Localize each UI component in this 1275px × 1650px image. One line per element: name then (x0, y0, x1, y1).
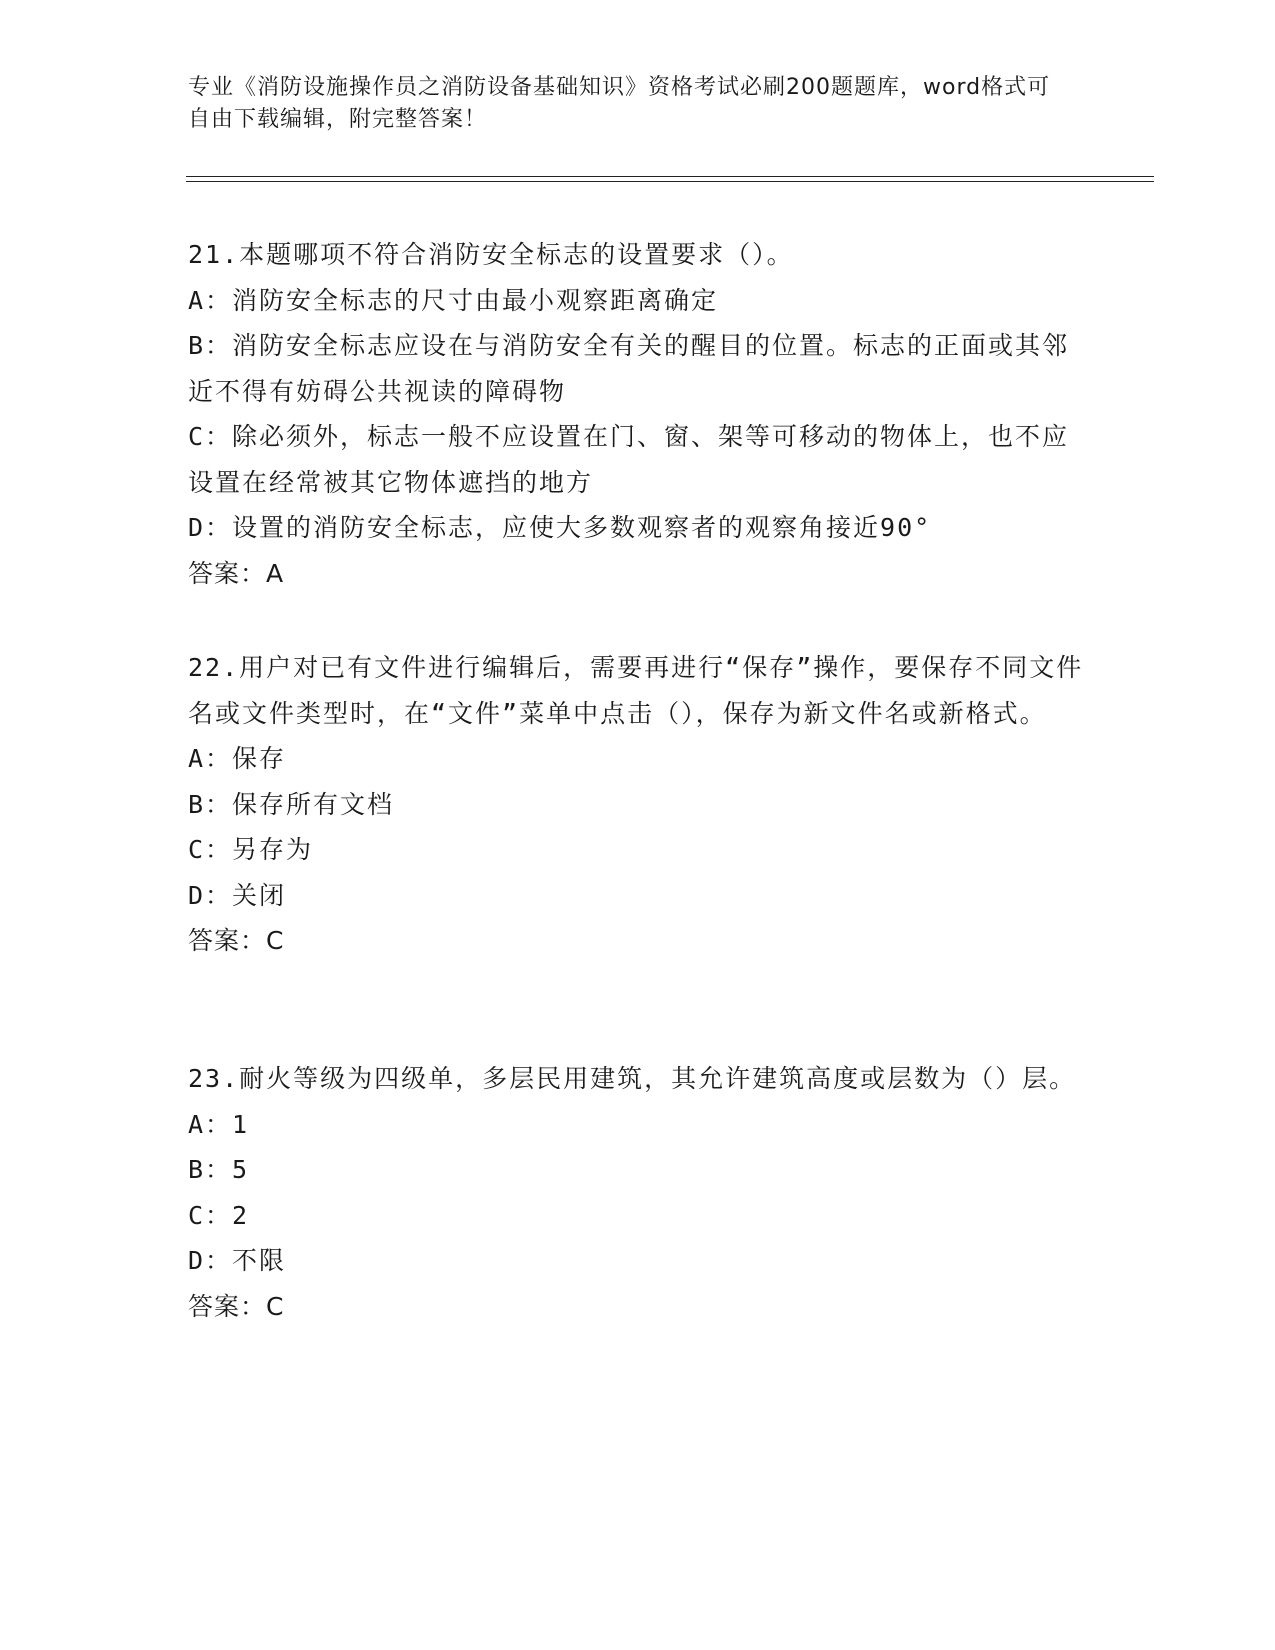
question-stem: 23.耐火等级为四级单，多层民用建筑，其允许建筑高度或层数为（）层。 (188, 1064, 1077, 1093)
document-header: 专业《消防设施操作员之消防设备基础知识》资格考试必刷200题题库，word格式可自由下载编辑，附完整答案！ (188, 75, 1051, 132)
question-stem: 21.本题哪项不符合消防安全标志的设置要求（）。 (188, 240, 794, 269)
option-c: C：除必须外，标志一般不应设置在门、窗、架等可移动的物体上，也不应设置在经常被其它物体遮挡的地方 (188, 422, 1070, 497)
option-a: A：消防安全标志的尺寸由最小观察距离确定 (188, 285, 719, 315)
answer-text: 答案：C (188, 1291, 285, 1321)
question-stem: 22.用户对已有文件进行编辑后，需要再进行“保存”操作，要保存不同文件名或文件类型时，在“文件”菜单中点击（），保存为新文件名或新格式。 (188, 653, 1084, 728)
option-a: A：保存 (188, 744, 287, 773)
option-d: D：关闭 (188, 880, 287, 910)
answer-text: 答案：C (188, 926, 285, 955)
question-23 (188, 1056, 1088, 1329)
option-c: C：2 (188, 1200, 250, 1230)
answer-text: 答案：A (188, 558, 285, 588)
question-22 (188, 645, 1088, 964)
header-divider-top (186, 176, 1154, 177)
question-21 (188, 232, 1088, 596)
option-a: A：1 (188, 1109, 250, 1139)
header-divider-bottom (186, 181, 1154, 182)
option-b: B：保存所有文档 (188, 789, 395, 819)
option-b: B：5 (188, 1155, 250, 1184)
option-b: B：消防安全标志应设在与消防安全有关的醒目的位置。标志的正面或其邻近不得有妨碍公共视读的障碍物 (188, 331, 1070, 406)
option-d: D：设置的消防安全标志，应使大多数观察者的观察角接近90° (188, 513, 932, 542)
option-d: D：不限 (188, 1246, 287, 1275)
option-c: C：另存为 (188, 835, 314, 864)
